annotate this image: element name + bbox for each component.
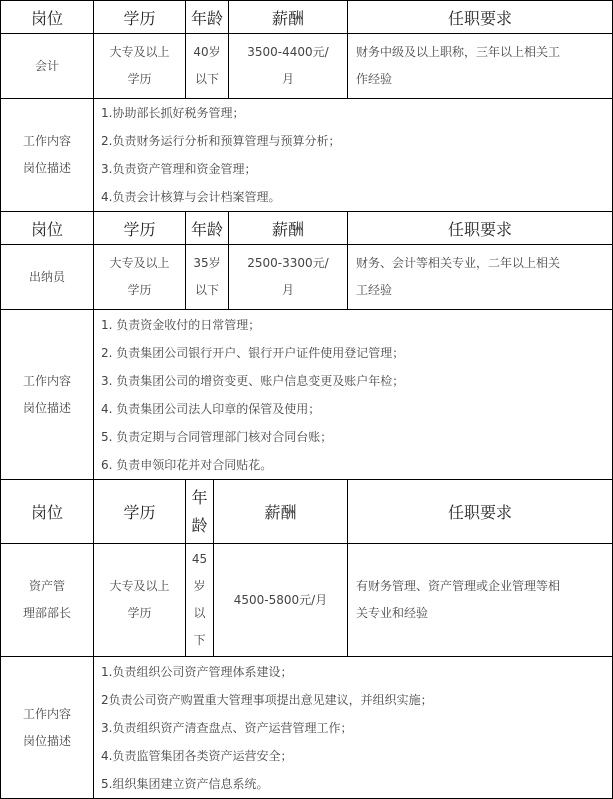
age-line: 以下: [194, 72, 219, 86]
requirement-line: 财务、会计等相关专业，二年以上相关: [356, 256, 561, 270]
duty-label: [1, 657, 93, 798]
duty-item: 5. 负责定期与合同管理部门核对合同台账；: [101, 429, 333, 444]
duty-label-line: 岗位描述: [22, 733, 71, 748]
duty-item: 2. 负责集团公司银行开户、银行开户证件使用登记管理；: [101, 345, 405, 360]
header-requirement: 任职要求: [447, 503, 512, 522]
position-line: 理部部长: [22, 606, 71, 620]
position-value: [1, 544, 93, 656]
salary-line: 月: [281, 72, 294, 86]
education-value: [94, 544, 185, 656]
duty-label-line: 工作内容: [22, 373, 71, 388]
duty-item: 3.负责资产管理和资金管理；: [101, 162, 257, 176]
education-line: 学历: [127, 606, 152, 620]
duty-label: [1, 310, 93, 479]
requirement-value: [356, 245, 608, 309]
salary-line: 月: [281, 283, 294, 297]
duty-item: 4.负责监管集团各类资产运营安全；: [101, 748, 293, 763]
duty-item: 1.负责组织公司资产管理体系建设；: [101, 664, 293, 679]
age-line: 45: [191, 552, 208, 566]
age-line: 35岁: [193, 256, 221, 270]
duty-item: 6. 负责申领印花并对合同贴花。: [101, 457, 273, 472]
salary-value: 4500-5800元/月: [233, 592, 328, 607]
age-line: 40岁: [193, 45, 221, 59]
age-value: [186, 544, 213, 656]
grid-line: [93, 656, 94, 799]
requirement-value: [356, 34, 608, 98]
header-age: 年龄: [190, 8, 223, 28]
header-education: 学历: [123, 503, 156, 522]
duty-list: [101, 310, 607, 479]
education-line: 大专及以上: [109, 256, 170, 270]
header-salary: 薪酬: [271, 8, 304, 28]
position-value: 会计: [34, 58, 59, 73]
age-value: [186, 34, 228, 98]
header-salary: 薪酬: [264, 503, 297, 522]
duty-item: 2.负责财务运行分析和预算管理与预算分析；: [101, 134, 341, 148]
header-age: 年龄: [190, 219, 223, 239]
duty-item: 1.协助部长抓好税务管理；: [101, 106, 245, 120]
header-salary: 薪酬: [271, 219, 304, 239]
header-age-line: 龄: [191, 515, 208, 535]
salary-line: 3500-4400元/: [247, 45, 329, 59]
duty-item: 3.负责组织资产清查盘点、资产运营管理工作；: [101, 720, 353, 735]
requirement-line: 财务中级及以上职称，三年以上相关工: [356, 45, 561, 59]
requirement-line: 有财务管理、资产管理或企业管理等相: [356, 579, 561, 593]
education-value: [94, 34, 185, 98]
requirement-line: 作经验: [356, 72, 393, 86]
education-line: 大专及以上: [109, 45, 170, 59]
age-line: 以: [193, 606, 206, 620]
header-position: 岗位: [30, 8, 63, 28]
position-value: 出纳员: [28, 269, 65, 284]
salary-value: [229, 34, 347, 98]
header-position: 岗位: [30, 219, 63, 239]
age-line: 岁: [193, 579, 206, 593]
age-value: [186, 245, 228, 309]
salary-value: [229, 245, 347, 309]
duty-label: [1, 99, 93, 211]
requirement-line: 工经验: [356, 283, 393, 297]
duty-item: 5.组织集团建立资产信息系统。: [101, 776, 269, 791]
duty-label-line: 岗位描述: [22, 161, 71, 175]
education-line: 学历: [127, 283, 152, 297]
duty-item: 2负责公司资产购置重大管理事项提出意见建议，并组织实施；: [101, 692, 433, 707]
position-line: 资产管: [28, 579, 65, 593]
header-education: 学历: [123, 219, 156, 239]
duty-label-line: 工作内容: [22, 706, 71, 721]
salary-line: 2500-3300元/: [247, 256, 329, 270]
education-value: [94, 245, 185, 309]
duty-label-line: 岗位描述: [22, 400, 71, 415]
education-line: 学历: [127, 72, 152, 86]
requirement-value: [356, 544, 608, 656]
duty-item: 4.负责会计核算与会计档案管理。: [101, 190, 281, 204]
header-requirement: 任职要求: [447, 8, 512, 28]
duty-item: 4. 负责集团公司法人印章的保管及使用；: [101, 401, 321, 416]
grid-line: [93, 309, 94, 479]
age-line: 以下: [194, 283, 219, 297]
education-line: 大专及以上: [109, 579, 170, 593]
duty-label-line: 工作内容: [22, 134, 71, 148]
header-education: 学历: [123, 8, 156, 28]
requirement-line: 关专业和经验: [356, 606, 429, 620]
grid-line: [93, 98, 94, 211]
header-age-line: 年: [191, 487, 208, 507]
duty-list: [101, 657, 607, 798]
duty-list: [101, 99, 607, 211]
header-position: 岗位: [30, 503, 63, 522]
duty-item: 1. 负责资金收付的日常管理；: [101, 317, 261, 332]
duty-item: 3. 负责集团公司的增资变更、账户信息变更及账户年检；: [101, 373, 405, 388]
header-requirement: 任职要求: [447, 219, 512, 239]
age-line: 下: [193, 633, 206, 647]
header-age: [186, 480, 213, 543]
